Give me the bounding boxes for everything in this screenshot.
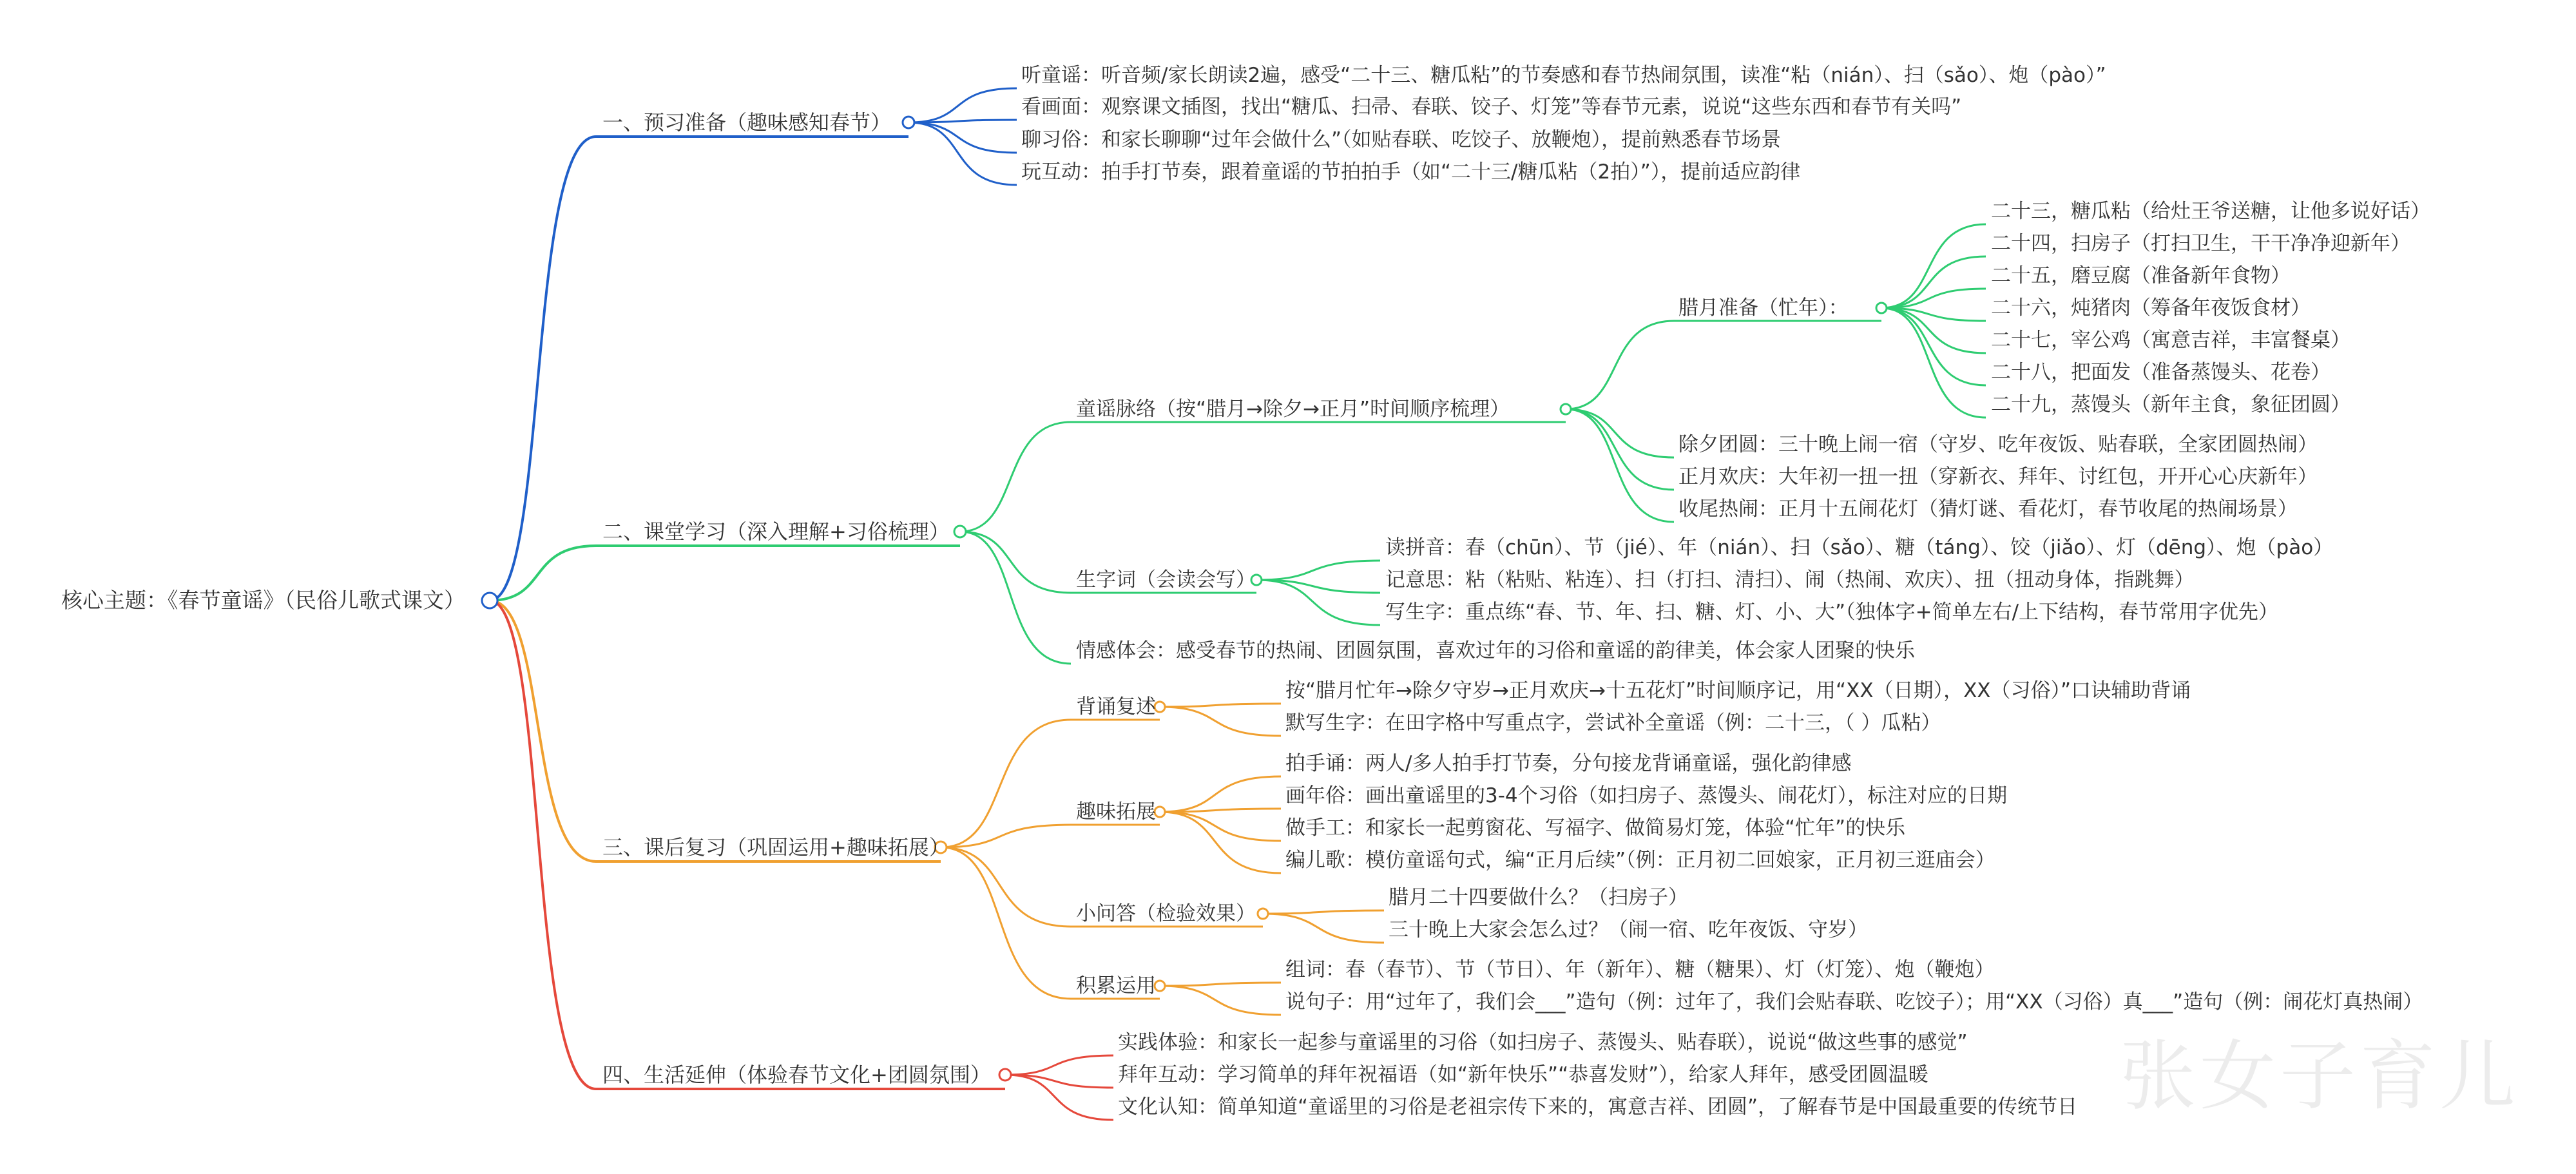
branch-4-item-1: 实践体验：和家长一起参与童谣里的习俗（如扫房子、蒸馒头、贴春联），说说“做这些事的感觉” <box>1118 1031 1968 1054</box>
branch-3-sub-2-item-2: 画年俗：画出童谣里的3-4个习俗（如扫房子、蒸馒头、闹花灯），标注对应的日期 <box>1285 784 2008 807</box>
branch-3-sub-4-item-1-connector <box>1160 983 1281 986</box>
branch-4-item-2: 拜年互动：学习简单的拜年祝福语（如“新年快乐”“恭喜发财”），给家人拜年，感受团圆温暖 <box>1118 1063 1928 1086</box>
branch-3-sub-3: 小问答（检验效果） <box>1076 902 1256 925</box>
branch-3-sub-3-item-2: 三十晚上大家会怎么过？（闹一宿、吃年夜饭、守岁） <box>1389 918 1868 941</box>
branch-2-sub-2-item-3: 写生字：重点练“春、节、年、扫、糖、灯、小、大”（独体字+简单左右/上下结构，春节常用字优先） <box>1385 601 2279 624</box>
branch-2-day-7-connector <box>1881 308 1986 418</box>
branch-3-sub-4: 积累运用 <box>1076 974 1156 997</box>
branch-1-item-2: 看画面：观察课文插图，找出“糖瓜、扫帚、春联、饺子、灯笼”等春节元素，说说“这些东西和春节有关吗” <box>1021 95 1962 119</box>
branch-2-node <box>954 526 966 537</box>
branch-4-item-3: 文化认知：简单知道“童谣里的习俗是老祖宗传下来的，寓意吉祥、团圆”，了解春节是中国最重要的传统节日 <box>1118 1095 2078 1119</box>
branch-3-sub-1-connector <box>941 720 1071 847</box>
branch-3-sub-4-item-1: 组词：春（春节）、节（节日）、年（新年）、糖（糖果）、灯（灯笼）、炮（鞭炮） <box>1285 958 1995 981</box>
branch-3-sub-2-item-4: 编儿歌：模仿童谣句式，编“正月后续”（例：正月初二回娘家，正月初三逛庙会） <box>1285 849 1995 872</box>
branch-2-sub-1-connector <box>960 422 1071 532</box>
branch-3-sub-3-connector <box>941 847 1071 927</box>
branch-2-day-4: 二十六，炖猪肉（筹备年夜饭食材） <box>1991 296 2311 320</box>
watermark: 张女子育儿 <box>2120 1032 2520 1121</box>
branch-2-day-3: 二十五，磨豆腐（准备新年食物） <box>1991 264 2291 287</box>
branch-1-item-3-connector <box>908 122 1017 153</box>
branch-3-connector <box>490 601 596 861</box>
branch-2-sub-2-item-1-connector <box>1256 561 1380 580</box>
branch-1-item-1: 听童谣：听音频/家长朗读2遍，感受“二十三、糖瓜粘”的节奏感和春节热闹氛围，读准“粘（nián）、扫（sǎo）、炮（pào）” <box>1021 64 2106 87</box>
branch-2-sub-2-item-2: 记意思：粘（粘贴、粘连）、扫（打扫、清扫）、闹（热闹、欢庆）、扭（扭动身体，指跳舞） <box>1385 568 2195 592</box>
branch-2-group-1-node <box>1876 303 1887 313</box>
branch-3-sub-1: 背诵复述 <box>1076 695 1156 718</box>
branch-2-label: 二、课堂学习（深入理解+习俗梳理） <box>602 519 950 544</box>
branch-2-sub-3-connector <box>960 532 1071 664</box>
branch-2-day-1: 二十三，糖瓜粘（给灶王爷送糖，让他多说好话） <box>1991 200 2430 223</box>
branch-2-sub-1-node <box>1561 404 1571 414</box>
branch-3-sub-4-connector <box>941 847 1071 999</box>
branch-2-sub-1-item-2: 除夕团圆：三十晚上闹一宿（守岁、吃年夜饭、贴春联，全家团圆热闹） <box>1678 433 2318 456</box>
branch-3-sub-3-node <box>1258 909 1268 919</box>
branch-3-sub-4-item-2: 说句子：用“过年了，我们会___”造句（例：过年了，我们会贴春联、吃饺子）；用“XX（习俗）真___”造句（例：闹花灯真热闹） <box>1285 990 2423 1014</box>
branch-3-sub-2: 趣味拓展 <box>1076 800 1156 823</box>
branch-2-day-1-connector <box>1881 224 1986 308</box>
branch-3-sub-2-node <box>1155 807 1165 817</box>
branch-3-sub-2-item-1: 拍手诵：两人/多人拍手打节奏，分句接龙背诵童谣，强化韵律感 <box>1285 752 1852 775</box>
branch-3-sub-1-item-1: 按“腊月忙年→除夕守岁→正月欢庆→十五花灯”时间顺序记，用“XX（日期），XX（习俗）”口诀辅助背诵 <box>1285 679 2191 702</box>
branch-3-sub-4-item-2-connector <box>1160 986 1281 1015</box>
branch-1-item-3: 聊习俗：和家长聊聊“过年会做什么”（如贴春联、吃饺子、放鞭炮），提前熟悉春节场景 <box>1021 128 1782 151</box>
branch-1-node <box>903 117 914 128</box>
branch-2-sub-1-item-4-connector <box>1566 409 1674 522</box>
branch-2-day-5: 二十七，宰公鸡（寓意吉祥，丰富餐桌） <box>1991 329 2350 352</box>
branch-4-item-1-connector <box>1005 1055 1113 1075</box>
root-node <box>482 593 497 608</box>
branch-2-sub-2-item-1: 读拼音：春（chūn）、节（jié）、年（nián）、扫（sǎo）、糖（táng）、饺（jiǎo）、灯（dēng）、炮（pào） <box>1385 536 2334 559</box>
branch-2-group-1-connector <box>1566 321 1674 409</box>
branch-2-day-2-connector <box>1881 256 1986 308</box>
branch-3-sub-4-node <box>1155 981 1165 991</box>
branch-3-sub-1-item-2: 默写生字：在田字格中写重点字，尝试补全童谣（例：二十三，（ ）瓜粘） <box>1285 711 1941 735</box>
branch-4-node <box>999 1069 1011 1081</box>
branch-2-sub-3: 情感体会：感受春节的热闹、团圆氛围，喜欢过年的习俗和童谣的韵律美，体会家人团聚的快乐 <box>1076 639 1915 662</box>
branch-2-sub-2: 生字词（会读会写） <box>1076 568 1256 592</box>
branch-1-connector <box>490 137 596 601</box>
branch-2-sub-2-connector <box>960 532 1071 593</box>
branch-3-sub-2-item-3-connector <box>1160 812 1281 841</box>
branch-3-sub-1-node <box>1155 702 1165 712</box>
branch-2-sub-1-item-4: 收尾热闹：正月十五闹花灯（猜灯谜、看花灯，春节收尾的热闹场景） <box>1678 497 2298 521</box>
branch-1-item-1-connector <box>908 88 1017 122</box>
branch-4-connector <box>490 601 596 1089</box>
branch-2-sub-1-group-1: 腊月准备（忙年）： <box>1678 296 1849 320</box>
root-topic: 核心主题：《春节童谣》（民俗儿歌式课文） <box>61 588 465 613</box>
branch-2-day-6: 二十八，把面发（准备蒸馒头、花卷） <box>1991 361 2331 384</box>
branch-2-sub-1-item-2-connector <box>1566 409 1674 457</box>
branch-3-sub-2-item-4-connector <box>1160 812 1281 873</box>
branch-2-sub-1-item-3: 正月欢庆：大年初一扭一扭（穿新衣、拜年、讨红包，开开心心庆新年） <box>1678 465 2318 488</box>
branch-3-sub-2-item-3: 做手工：和家长一起剪窗花、写福字、做简易灯笼，体验“忙年”的快乐 <box>1285 816 1906 840</box>
branch-4-label: 四、生活延伸（体验春节文化+团圆氛围） <box>602 1063 991 1087</box>
branch-1-item-4: 玩互动：拍手打节奏，跟着童谣的节拍拍手（如“二十三/糖瓜粘（2拍）”），提前适应韵律 <box>1021 160 1801 184</box>
branch-2-day-2: 二十四，扫房子（打扫卫生，干干净净迎新年） <box>1991 232 2410 255</box>
branch-3-sub-1-item-2-connector <box>1160 707 1281 736</box>
branch-3-label: 三、课后复习（巩固运用+趣味拓展） <box>602 835 950 860</box>
branch-3-sub-2-item-1-connector <box>1160 776 1281 812</box>
branch-2-day-7: 二十九，蒸馒头（新年主食，象征团圆） <box>1991 393 2350 416</box>
branch-1-item-4-connector <box>908 122 1017 185</box>
branch-3-sub-3-item-2-connector <box>1263 914 1384 943</box>
branch-3-sub-1-item-1-connector <box>1160 704 1281 707</box>
branch-2-connector <box>490 546 596 601</box>
branch-2-sub-1: 童谣脉络（按“腊月→除夕→正月”时间顺序梳理） <box>1076 398 1510 421</box>
branch-3-sub-3-item-1-connector <box>1263 910 1384 914</box>
branch-1-label: 一、预习准备（趣味感知春节） <box>602 110 892 135</box>
branch-3-sub-3-item-1: 腊月二十四要做什么？（扫房子） <box>1389 886 1688 909</box>
